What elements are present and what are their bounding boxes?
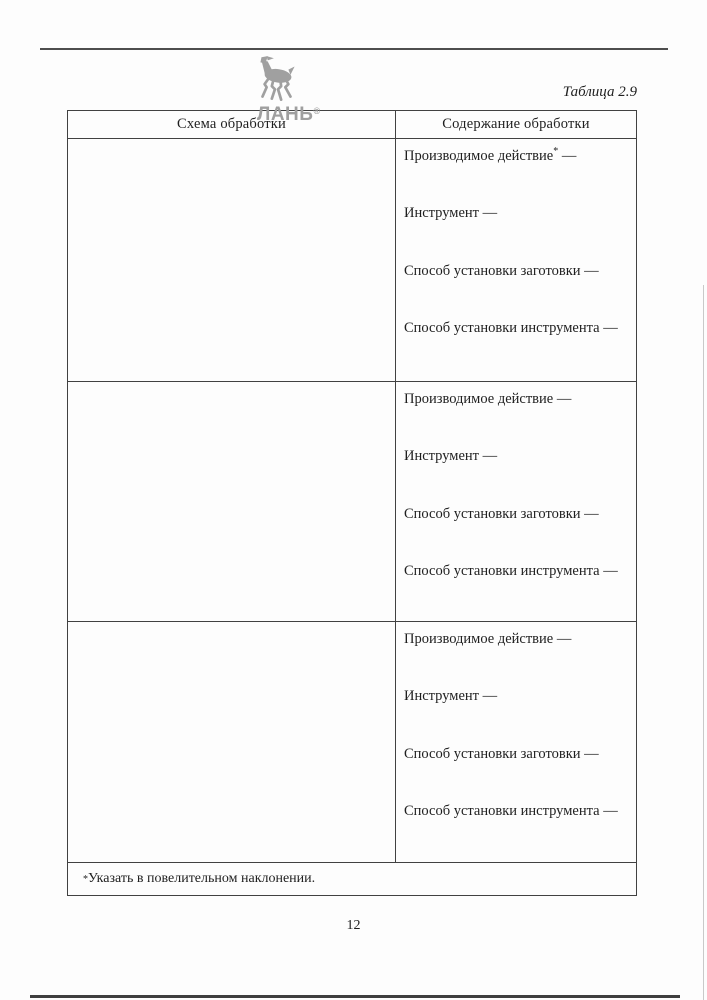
table-footnote-row bbox=[68, 862, 636, 895]
scheme-cell bbox=[68, 139, 395, 381]
deer-logo-icon bbox=[248, 56, 306, 104]
content-cell bbox=[395, 139, 636, 381]
page-number: 12 bbox=[346, 918, 361, 933]
content-line: Способ установки заготовки — bbox=[404, 505, 599, 522]
content-line: Производимое действие* — bbox=[404, 146, 577, 164]
table-row bbox=[68, 138, 636, 381]
content-line: Способ установки заготовки — bbox=[404, 262, 599, 279]
content-line: Способ установки инструмента — bbox=[404, 563, 618, 580]
content-cell bbox=[395, 382, 636, 621]
scan-artifact-right-line bbox=[703, 285, 704, 1000]
table-header-row bbox=[68, 111, 636, 138]
scan-artifact-bottom-line bbox=[30, 995, 680, 998]
header-rule bbox=[40, 48, 668, 50]
content-line: Инструмент — bbox=[404, 205, 498, 222]
table-row bbox=[68, 621, 636, 862]
content-line: Инструмент — bbox=[404, 448, 498, 465]
worksheet-table bbox=[67, 110, 637, 896]
content-line: Способ установки заготовки — bbox=[404, 745, 599, 762]
column-header-content: Содержание обработки bbox=[395, 111, 636, 138]
content-line: Производимое действие — bbox=[404, 630, 572, 647]
scheme-cell bbox=[68, 382, 395, 621]
watermark-label: ЛАНЬ® bbox=[257, 104, 321, 125]
content-cell bbox=[395, 622, 636, 862]
table-footnote: * Указать в повелительном наклонении. bbox=[83, 871, 316, 886]
content-line: Способ установки инструмента — bbox=[404, 320, 618, 337]
column-header-scheme: Схема обработки bbox=[176, 116, 287, 132]
scheme-cell bbox=[68, 622, 395, 862]
table-row bbox=[68, 381, 636, 621]
table-caption: Таблица 2.9 bbox=[562, 84, 637, 100]
content-line: Инструмент — bbox=[404, 688, 498, 705]
content-line: Производимое действие — bbox=[404, 390, 572, 407]
content-line: Способ установки инструмента — bbox=[404, 803, 618, 820]
